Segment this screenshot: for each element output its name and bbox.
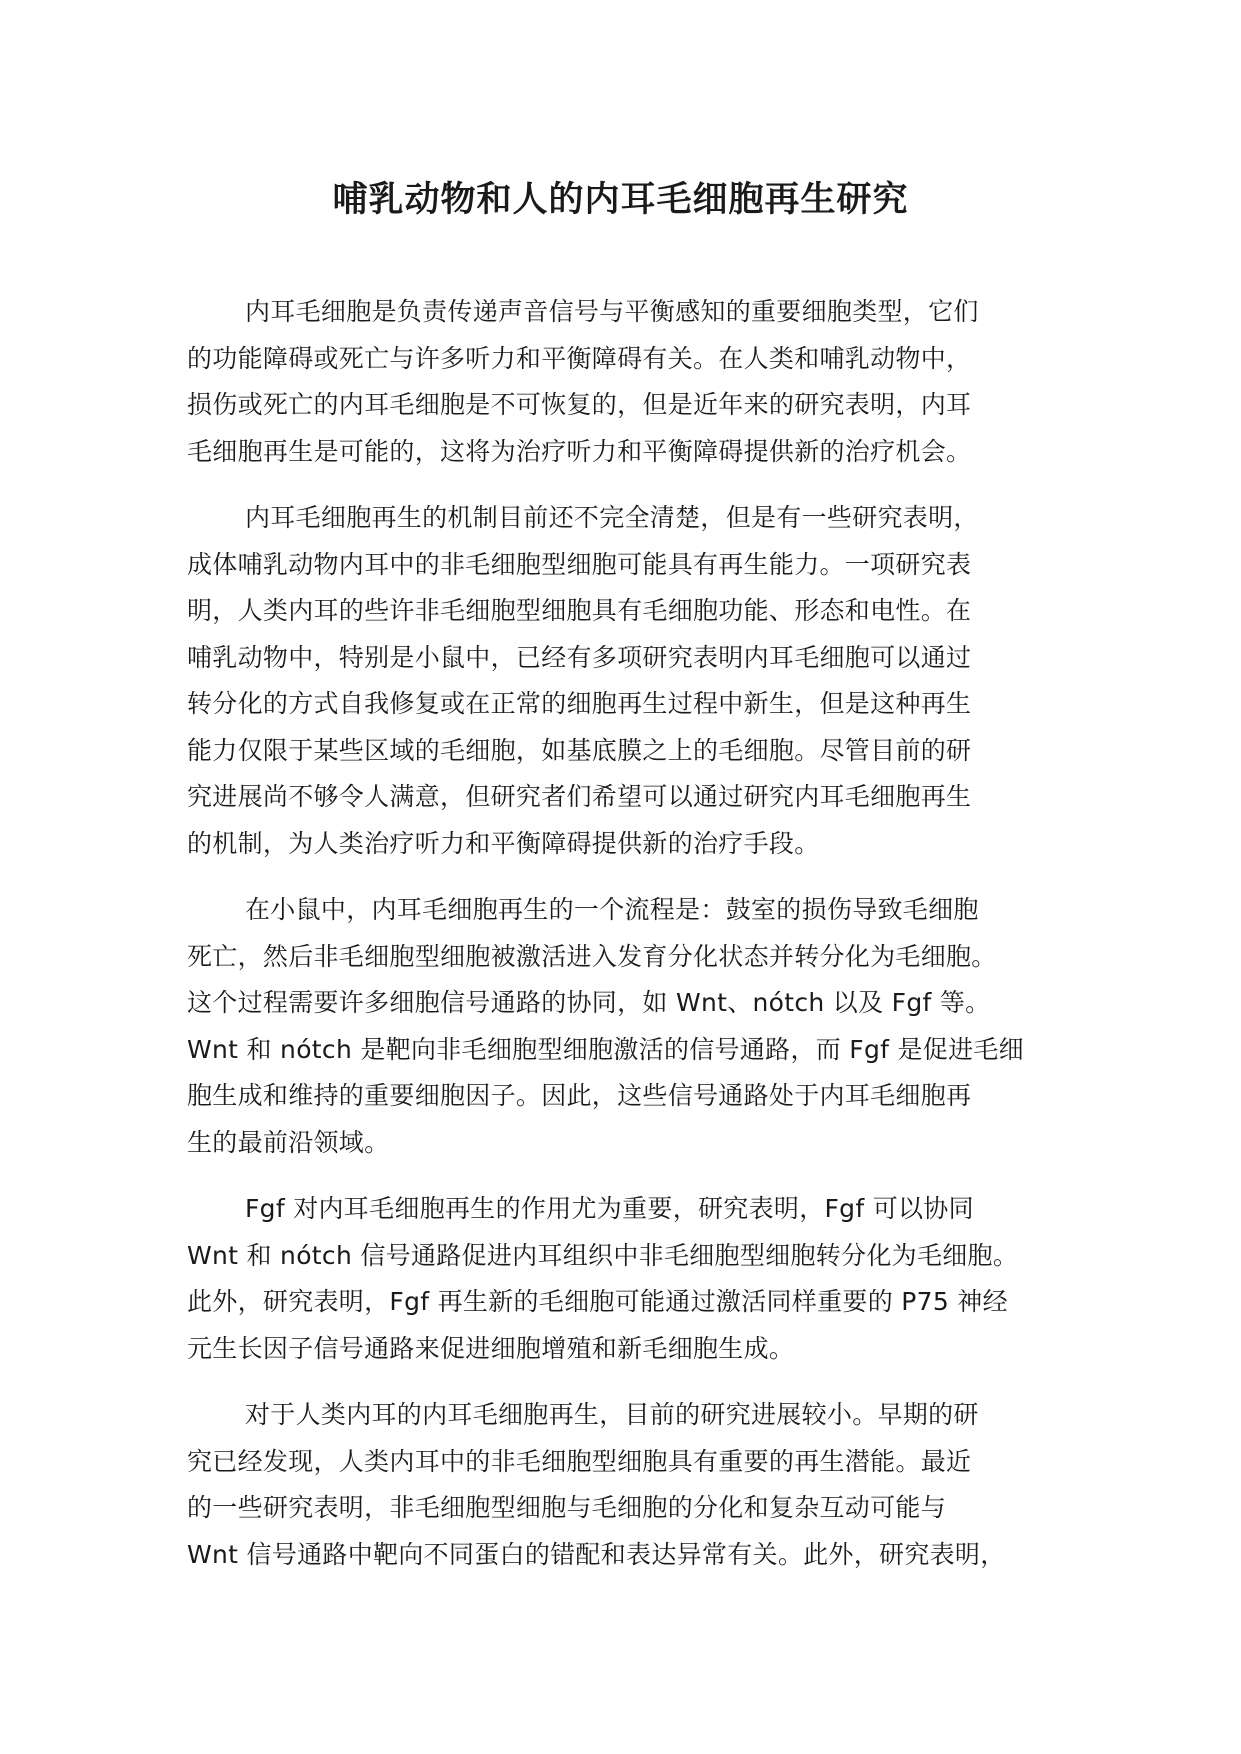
text-line: 对于人类内耳的内耳毛细胞再生，目前的研究进展较小。早期的研 [245,1400,979,1429]
text-line: 内耳毛细胞是负责传递声音信号与平衡感知的重要细胞类型，它们 [245,297,979,326]
text-line: 哺乳动物中，特别是小鼠中，已经有多项研究表明内耳毛细胞可以通过 [187,642,972,672]
text-line: 在小鼠中，内耳毛细胞再生的一个流程是：鼓室的损伤导致毛细胞 [245,895,979,924]
text-line: Wnt 和 nótch 是靶向非毛细胞型细胞激活的信号通路，而 Fgf 是促进毛细 [187,1034,1024,1064]
text-line: 胞生成和维持的重要细胞因子。因此，这些信号通路处于内耳毛细胞再 [187,1081,972,1110]
text-line: 成体哺乳动物内耳中的非毛细胞型细胞可能具有再生能力。一项研究表 [187,549,972,579]
document-body [187,289,1067,1598]
paragraph-2 [187,495,1067,867]
text-line: 能力仅限于某些区域的毛细胞，如基底膜之上的毛细胞。尽管目前的研 [187,735,972,765]
text-line: 此外，研究表明，Fgf 再生新的毛细胞可能通过激活同样重要的 P75 神经 [187,1287,1008,1316]
paragraph-3 [187,887,1067,1166]
text-line: 转分化的方式自我修复或在正常的细胞再生过程中新生，但是这种再生 [187,689,972,718]
text-line: Wnt 信号通路中靶向不同蛋白的错配和表达异常有关。此外，研究表明， [187,1539,1006,1569]
text-line: Fgf 对内耳毛细胞再生的作用尤为重要，研究表明，Fgf 可以协同 [245,1194,974,1223]
text-line: 生的最前沿领域。 [187,1127,390,1157]
text-line: 损伤或死亡的内耳毛细胞是不可恢复的，但是近年来的研究表明，内耳 [187,390,972,419]
text-line: 究已经发现，人类内耳中的非毛细胞型细胞具有重要的再生潜能。最近 [187,1446,972,1476]
paragraph-4 [187,1186,1067,1372]
paragraph-1 [187,289,1067,475]
text-line: 元生长因子信号通路来促进细胞增殖和新毛细胞生成。 [187,1333,795,1363]
text-line: 究进展尚不够令人满意，但研究者们希望可以通过研究内耳毛细胞再生 [187,782,972,811]
text-line: 这个过程需要许多细胞信号通路的协同，如 Wnt、nótch 以及 Fgf 等。 [187,988,991,1017]
paragraph-5 [187,1392,1067,1578]
text-line: 的一些研究表明，非毛细胞型细胞与毛细胞的分化和复杂互动可能与 [187,1493,947,1522]
text-line: 内耳毛细胞再生的机制目前还不完全清楚，但是有一些研究表明， [245,503,979,532]
text-line: 死亡，然后非毛细胞型细胞被激活进入发育分化状态并转分化为毛细胞。 [187,941,997,971]
text-line: 的机制，为人类治疗听力和平衡障碍提供新的治疗手段。 [187,828,820,858]
document-title: 哺乳动物和人的内耳毛细胞再生研究 [332,180,909,220]
text-line: 的功能障碍或死亡与许多听力和平衡障碍有关。在人类和哺乳动物中， [187,343,972,373]
text-line: Wnt 和 nótch 信号通路促进内耳组织中非毛细胞型细胞转分化为毛细胞。 [187,1240,1019,1270]
text-line: 明，人类内耳的些许非毛细胞型细胞具有毛细胞功能、形态和电性。在 [187,596,972,625]
text-line: 毛细胞再生是可能的，这将为治疗听力和平衡障碍提供新的治疗机会。 [187,436,972,466]
